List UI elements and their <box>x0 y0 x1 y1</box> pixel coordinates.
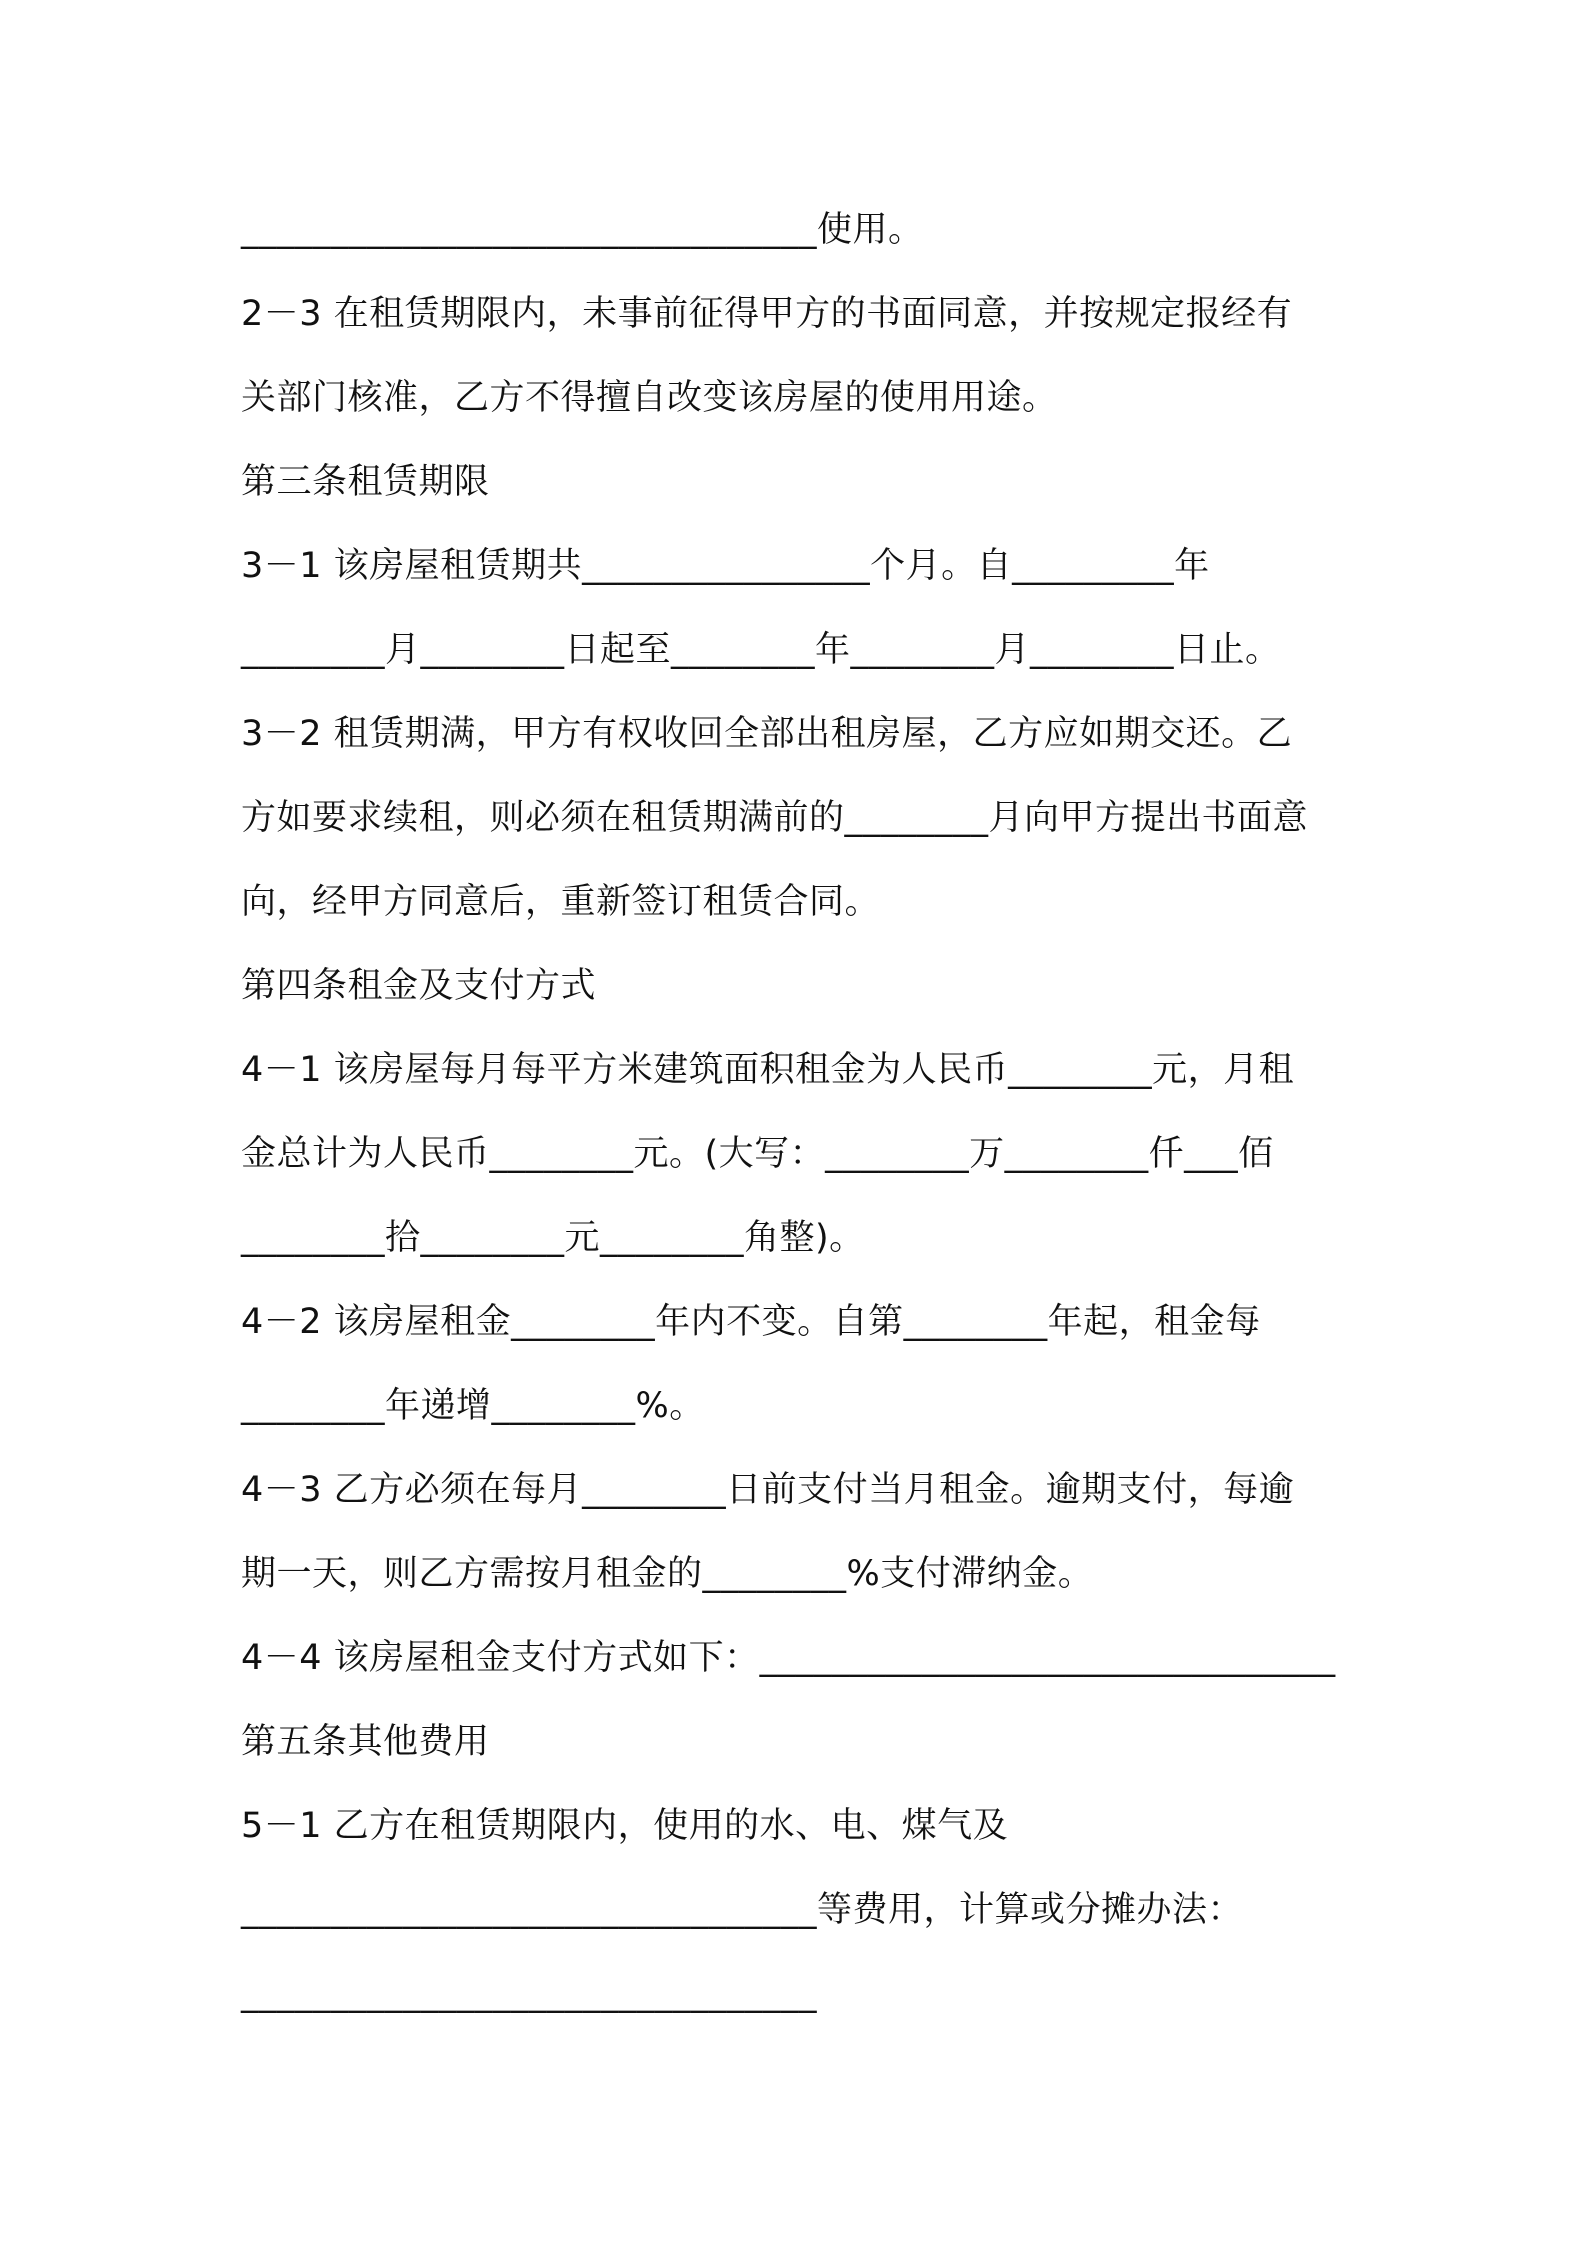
article-4-heading: 第四条租金及支付方式 <box>241 966 597 1006</box>
clause-4-4: 4－4 该房屋租金支付方式如下：________________________________ <box>241 1638 1336 1678</box>
article-3-heading: 第三条租赁期限 <box>241 462 490 502</box>
text-line: 金总计为人民币________元。(大写：________万________仟___佰 <box>241 1134 1274 1174</box>
clause-4-2: 4－2 该房屋租金________年内不变。自第________年起，租金每 <box>241 1302 1261 1342</box>
text-line: ________________________________ <box>241 1974 817 2014</box>
text-line: 期一天，则乙方需按月租金的________%支付滞纳金。 <box>241 1554 1094 1594</box>
text-line: ________月________日起至________年________月________日止。 <box>241 630 1281 670</box>
clause-4-3: 4－3 乙方必须在每月________日前支付当月租金。逾期支付，每逾 <box>241 1470 1295 1510</box>
clause-3-1: 3－1 该房屋租赁期共________________个月。自_________年 <box>241 546 1210 586</box>
clause-4-1: 4－1 该房屋每月每平方米建筑面积租金为人民币________元，月租 <box>241 1050 1295 1090</box>
clause-2-3: 2－3 在租赁期限内，未事前征得甲方的书面同意，并按规定报经有 <box>241 294 1293 334</box>
text-line: ________________________________等费用，计算或分摊办法： <box>241 1890 1244 1930</box>
text-line: 向，经甲方同意后，重新签订租赁合同。 <box>241 882 881 922</box>
text-line: 关部门核准，乙方不得擅自改变该房屋的使用用途。 <box>241 378 1058 418</box>
text-line: ________________________________使用。 <box>241 210 924 250</box>
clause-3-2: 3－2 租赁期满，甲方有权收回全部出租房屋，乙方应如期交还。乙 <box>241 714 1293 754</box>
text-line: ________拾________元________角整)。 <box>241 1218 865 1258</box>
clause-5-1: 5－1 乙方在租赁期限内，使用的水、电、煤气及 <box>241 1806 1009 1846</box>
text-line: ________年递增________%。 <box>241 1386 705 1426</box>
text-line: 方如要求续租，则必须在租赁期满前的________月向甲方提出书面意 <box>241 798 1309 838</box>
article-5-heading: 第五条其他费用 <box>241 1722 490 1762</box>
